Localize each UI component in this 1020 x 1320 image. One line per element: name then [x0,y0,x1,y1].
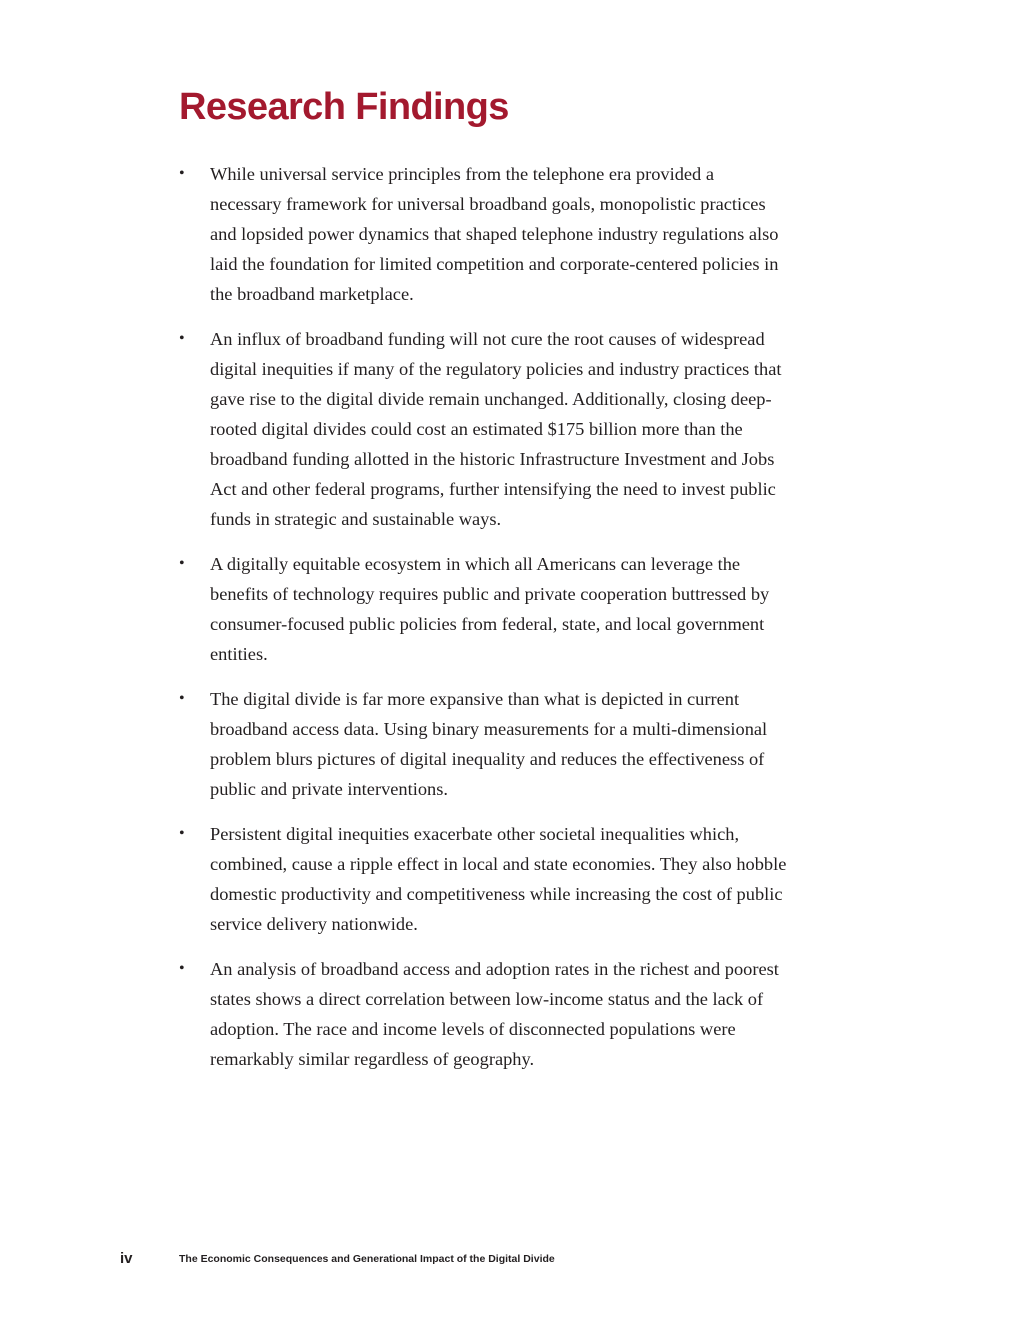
findings-list [179,159,789,1089]
finding-text: A digitally equitable ecosystem in which all Americans can leverage the benefits of technology requires public and private cooperation buttressed by consumer-focused public policies from federal, state, and local government entities. [210,554,770,664]
bullet-icon: • [179,330,185,347]
finding-text: The digital divide is far more expansive than what is depicted in current broadband access data. Using binary measurements for a multi-dimensional problem blurs pictures of digital inequality and reduces the effectiveness of public and private interventions. [210,689,768,799]
finding-item [179,549,789,669]
bullet-icon: • [179,960,185,977]
bullet-icon: • [179,165,185,182]
finding-item [179,684,789,804]
finding-item [179,819,789,939]
footer-document-title: The Economic Consequences and Generational Impact of the Digital Divide [179,1253,555,1265]
finding-text: While universal service principles from the telephone era provided a necessary framework for universal broadband goals, monopolistic practices and lopsided power dynamics that shaped telephone industry regulations also laid the foundation for limited competition and corporate-centered policies in the broadband marketplace. [210,164,779,304]
finding-text: An influx of broadband funding will not cure the root causes of widespread digital inequities if many of the regulatory policies and industry practices that gave rise to the digital divide remain unchanged. Additionally, closing deep-rooted digital divides could cost an estimated $175 billion more than the broadband funding allotted in the historic Infrastructure Investment and Jobs Act and other federal programs, further intensifying the need to invest public funds in strategic and sustainable ways. [210,329,782,529]
bullet-icon: • [179,555,185,572]
finding-item [179,324,789,534]
finding-item [179,159,789,309]
finding-text: An analysis of broadband access and adoption rates in the richest and poorest states shows a direct correlation between low-income status and the lack of adoption. The race and income levels of disconnected populations were remarkably similar regardless of geography. [210,959,779,1069]
page-number: iv [120,1250,133,1267]
bullet-icon: • [179,690,185,707]
bullet-icon: • [179,825,185,842]
finding-text: Persistent digital inequities exacerbate other societal inequalities which, combined, cause a ripple effect in local and state economies. They also hobble domestic productivity and competitiveness while increasing the cost of public service delivery nationwide. [210,824,787,934]
page-title: Research Findings [179,86,509,128]
finding-item [179,954,789,1074]
